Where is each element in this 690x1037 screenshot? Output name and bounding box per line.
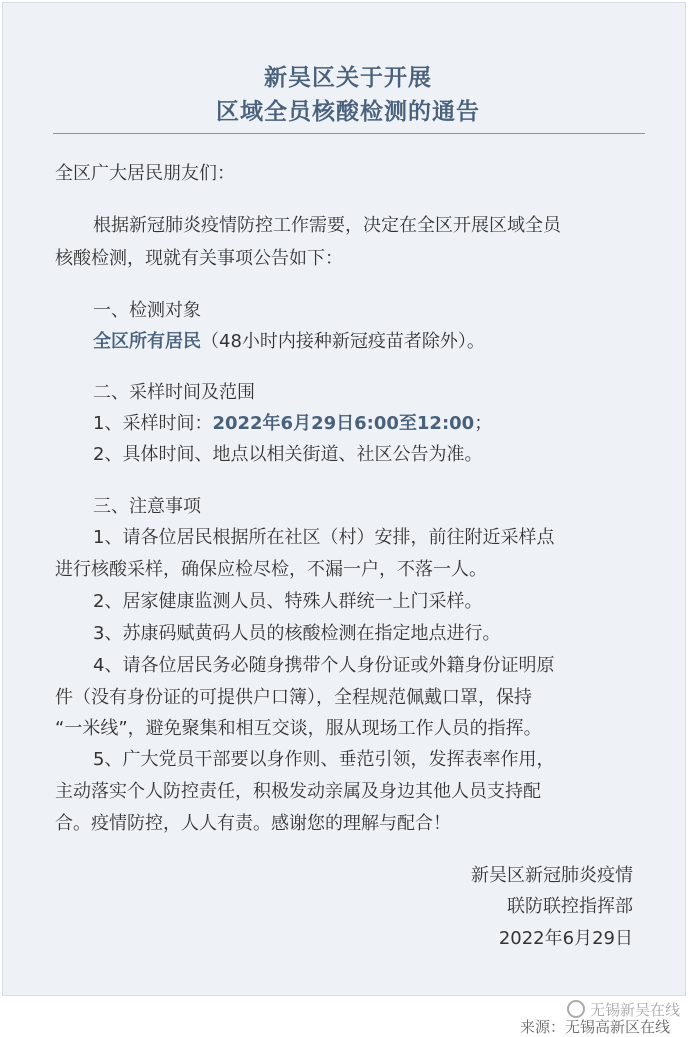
notice-panel [2, 2, 686, 996]
section2-item1 [93, 413, 492, 435]
section3-item5: 合。疫情防控，人人有责。感谢您的理解与配合！ [55, 813, 451, 834]
section3-item2: 2、居家健康监测人员、特殊人群统一上门采样。 [93, 591, 483, 612]
section1-content [93, 331, 485, 353]
section3-item1: 1、请各位居民根据所在社区（村）安排，前往附近采样点 [93, 527, 555, 548]
section1-highlight: 全区所有居民 [93, 331, 201, 352]
section2-heading: 二、采样时间及范围 [93, 382, 255, 403]
section3-item5: 5、广大党员干部要以身作则、垂范引领，发挥表率作用， [93, 749, 555, 770]
title-divider [53, 133, 645, 134]
section2-item1-suffix: ； [474, 413, 493, 434]
source-caption: 来源：无锡高新区在线 [520, 1018, 671, 1036]
section3-item4: “一米线”，避免聚集和相互交谈，服从现场工作人员的指挥。 [55, 718, 542, 739]
sampling-time-highlight: 2022年6月29日6:00至12:00 [212, 413, 475, 434]
signature-org: 新吴区新冠肺炎疫情 [471, 865, 633, 886]
section3-heading: 三、注意事项 [93, 496, 201, 517]
intro-line: 核酸检测，现就有关事项公告如下： [55, 248, 343, 269]
section2-item2: 2、具体时间、地点以相关街道、社区公告为准。 [93, 444, 483, 465]
section3-item4: 件（没有身份证的可提供户口簿），全程规范佩戴口罩，保持 [55, 687, 532, 708]
greeting: 全区广大居民朋友们： [55, 163, 235, 184]
section3-item5: 主动落实个人防控责任，积极发动亲属及身边其他人员支持配 [55, 781, 541, 802]
section3-item3: 3、苏康码赋黄码人员的核酸检测在指定地点进行。 [93, 623, 501, 644]
section2-item1-prefix: 1、采样时间： [93, 413, 213, 434]
section1-heading: 一、检测对象 [93, 300, 201, 321]
signature-org: 联防联控指挥部 [507, 896, 633, 917]
section3-item4: 4、请各位居民务必随身携带个人身份证或外籍身份证明原 [93, 655, 555, 676]
section3-item1: 进行核酸采样，确保应检尽检，不漏一户，不落一人。 [55, 559, 487, 580]
intro-line: 根据新冠肺炎疫情防控工作需要，决定在全区开展区域全员 [93, 215, 561, 236]
watermark: 无锡新吴在线 [590, 1001, 681, 1019]
signature-date: 2022年6月29日 [498, 928, 633, 949]
notice-title-line1: 新吴区关于开展 [264, 65, 432, 91]
notice-title-line2: 区域全员核酸检测的通告 [216, 99, 480, 125]
section1-rest: （48小时内接种新冠疫苗者除外）。 [201, 331, 485, 352]
